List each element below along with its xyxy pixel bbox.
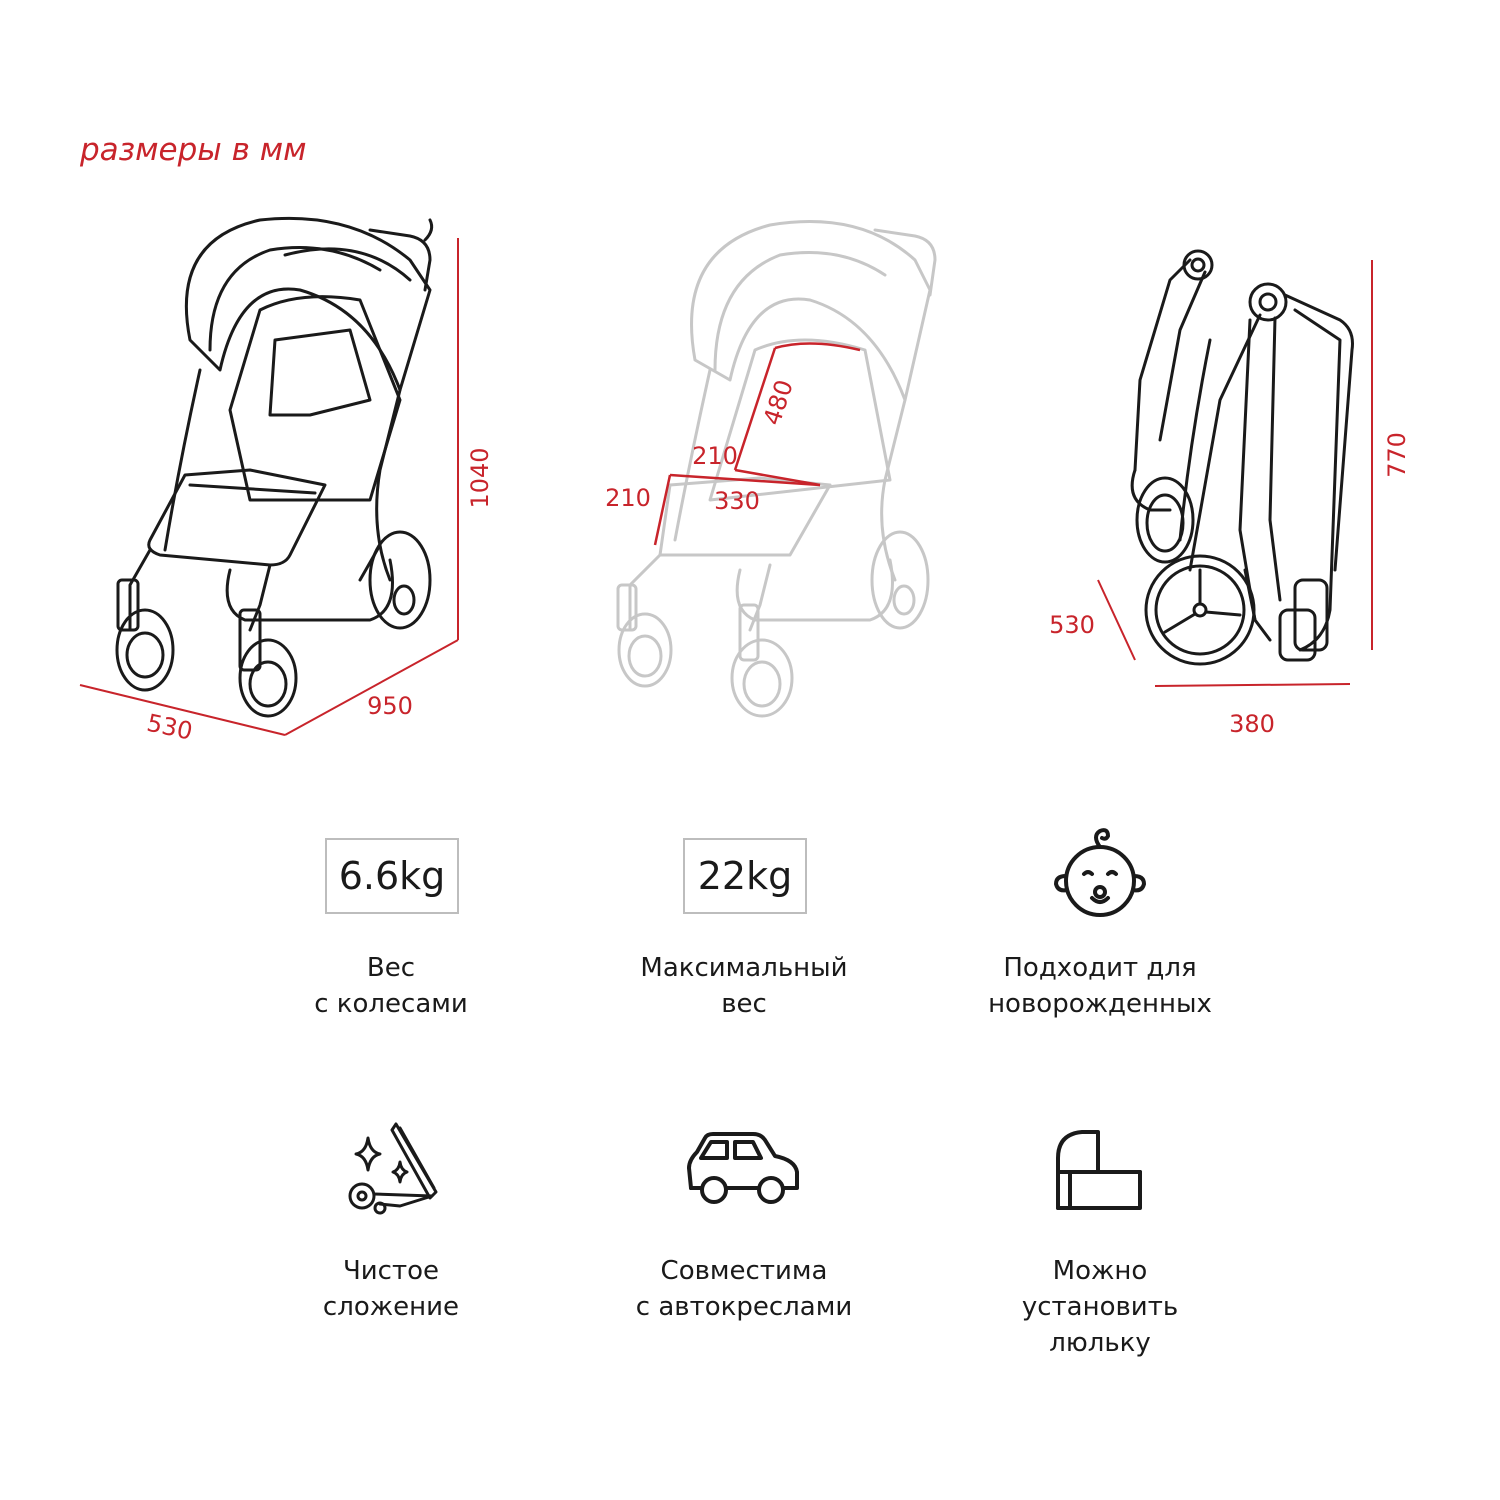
seat-width-value: 210 <box>692 442 738 470</box>
bassinet-label <box>940 1253 1260 1361</box>
clean-fold-label <box>231 1253 551 1325</box>
max-weight-badge: 22kg <box>683 838 807 914</box>
stroller-seat-diagram <box>590 200 950 740</box>
backrest-height-value: 480 <box>757 376 799 429</box>
weight-label <box>231 950 551 1022</box>
page-title: размеры в мм <box>80 132 307 168</box>
folded-stroller-drawing <box>1132 251 1352 664</box>
width-value: 530 <box>144 708 195 746</box>
stroller-unfolded-diagram <box>70 200 510 760</box>
car-seat-label <box>584 1253 904 1325</box>
overall-dimension-lines <box>80 238 458 735</box>
folded-height-value: 770 <box>1383 432 1411 478</box>
height-value: 1040 <box>466 447 494 509</box>
fold-stroller-icon <box>340 1118 440 1218</box>
max-weight-label-line-2: вес <box>721 989 767 1019</box>
newborn-label-line-2: новорожденных <box>988 989 1212 1019</box>
faded-stroller-drawing <box>618 222 935 716</box>
stroller-folded-diagram <box>1040 240 1440 740</box>
folded-width-value: 380 <box>1229 710 1275 738</box>
weight-label-line-1: Вес <box>366 953 416 983</box>
clean-fold-label-line-2: сложение <box>322 1292 460 1322</box>
bassinet-label-line-1: Можно <box>1052 1256 1148 1286</box>
weight-label-line-2: с колесами <box>314 989 468 1019</box>
bassinet-label-line-2: установить <box>1021 1292 1179 1322</box>
car-icon <box>683 1130 803 1210</box>
newborn-label <box>940 950 1260 1022</box>
bassinet-label-line-3: люльку <box>1049 1328 1151 1358</box>
max-weight-label <box>584 950 904 1022</box>
max-weight-label-line-1: Максимальный <box>640 953 848 983</box>
footrest-value: 210 <box>605 484 651 512</box>
clean-fold-label-line-1: Чистое <box>342 1256 440 1286</box>
newborn-label-line-1: Подходит для <box>1003 953 1197 983</box>
bassinet-icon <box>1052 1128 1152 1213</box>
depth-value: 950 <box>367 692 413 720</box>
weight-badge: 6.6kg <box>325 838 459 914</box>
folded-depth-value: 530 <box>1049 611 1095 639</box>
baby-face-icon <box>1052 826 1152 921</box>
car-seat-label-line-1: Совместима <box>660 1256 828 1286</box>
car-seat-label-line-2: с автокреслами <box>635 1292 853 1322</box>
seat-depth-value: 330 <box>714 487 760 515</box>
stroller-drawing <box>117 218 432 716</box>
